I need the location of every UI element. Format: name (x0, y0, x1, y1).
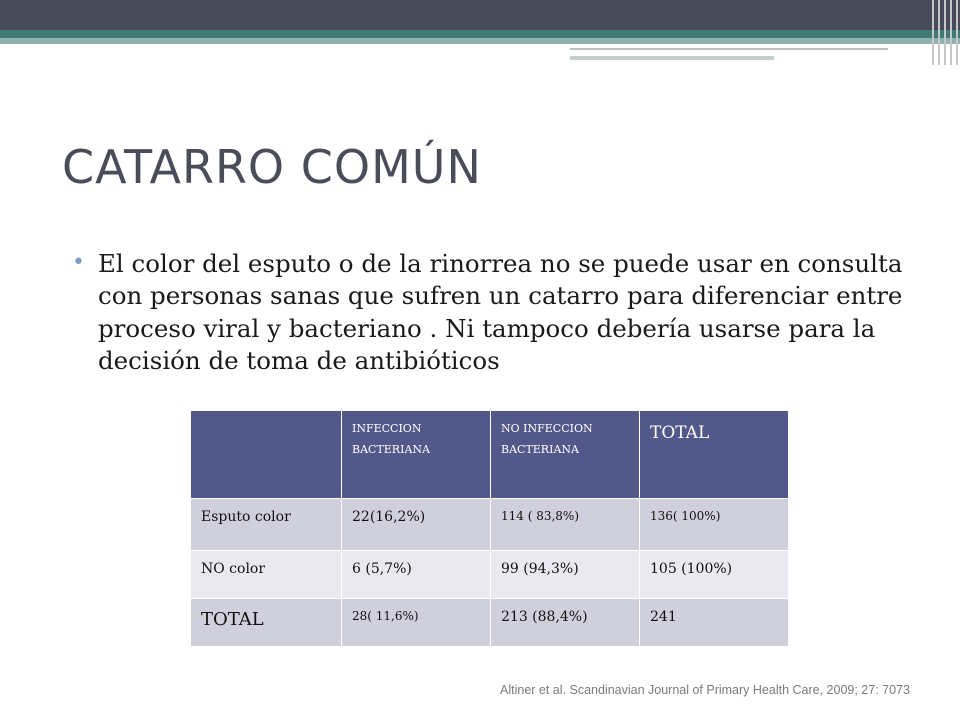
table-cell: 22(16,2%) (342, 499, 491, 551)
table-cell: 136( 100%) (640, 499, 789, 551)
slide-title: CATARRO COMÚN (62, 140, 482, 194)
table-cell: 114 ( 83,8%) (491, 499, 640, 551)
row-label-cell: TOTAL (191, 599, 342, 647)
table-cell: 213 (88,4%) (491, 599, 640, 647)
table-cell: 28( 11,6%) (342, 599, 491, 647)
top-band-accent (0, 30, 960, 38)
top-bar (0, 0, 960, 30)
row-label-cell: NO color (191, 551, 342, 599)
header-cell: NO INFECCION BACTERIANA (491, 411, 640, 499)
top-band-lines (570, 44, 960, 64)
bullet-icon: • (72, 250, 85, 275)
row-label-cell: Esputo color (191, 499, 342, 551)
table-cell: 6 (5,7%) (342, 551, 491, 599)
header-empty-cell (191, 411, 342, 499)
table-header-row (191, 411, 789, 499)
corner-decoration (930, 0, 960, 65)
table-row (191, 599, 789, 647)
bullet-text: El color del esputo o de la rinorrea no se puede usar en consulta con personas sanas que sufren un catarro para diferenciar entre proceso viral y bacteriano . Ni tampoco debería usarse para la decisión de toma de antibióticos (98, 249, 903, 375)
table-cell: 241 (640, 599, 789, 647)
table-row (191, 551, 789, 599)
results-table (190, 410, 789, 647)
table-row (191, 499, 789, 551)
bullet-paragraph (72, 248, 912, 377)
header-cell: TOTAL (640, 411, 789, 499)
table-cell: 99 (94,3%) (491, 551, 640, 599)
table-cell: 105 (100%) (640, 551, 789, 599)
citation-footer: Altiner et al. Scandinavian Journal of Primary Health Care, 2009; 27: 7073 (500, 683, 910, 697)
header-cell: INFECCION BACTERIANA (342, 411, 491, 499)
